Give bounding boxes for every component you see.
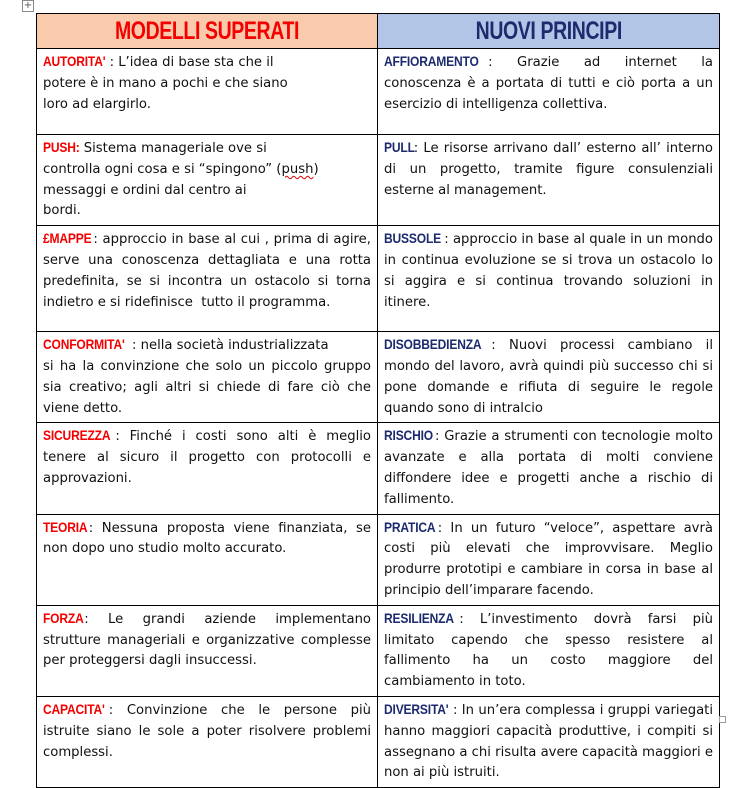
cell-old-forza[interactable]	[37, 605, 378, 696]
desc-affioramento: : Grazie ad internet la conoscenza è a portata di tutti e ciò porta a un esercizio di intelligenza collettiva.	[384, 55, 713, 112]
term-disobbedienza: DISOBBEDIENZA	[384, 336, 482, 353]
desc-pratica: : In un futuro “veloce”, aspettare avrà costi più elevati che improvvisare. Meglio produrre prototipi e cambiare in corsa in base al principio dell’imparare facendo.	[384, 520, 713, 598]
cell-new-pratica[interactable]	[378, 514, 720, 605]
cell-old-capacita[interactable]	[37, 696, 378, 787]
desc-bussole: : approccio in base al quale in un mondo in continua evoluzione se si trova un ostacolo lo si aggira e si continua trovando soluzioni in itinere.	[384, 232, 713, 310]
term-teoria: TEORIA	[43, 518, 88, 535]
table-row	[37, 332, 720, 423]
cell-old-sicurezza[interactable]	[37, 423, 378, 514]
cell-new-disobbedienza[interactable]	[378, 332, 720, 423]
term-sicurezza: SICUREZZA	[43, 427, 111, 444]
desc-push-b: ) messaggi e ordini dal centro ai bordi.	[43, 161, 319, 219]
desc-pull: : Le risorse arrivano dall’ esterno all’ interno di un progetto, tramite figure consulenziali esterne al management.	[384, 141, 713, 198]
desc-sicurezza: : Finché i costi sono alti è meglio tenere al sicuro il progetto con protocolli e approvazioni.	[43, 429, 371, 486]
cell-old-teoria[interactable]	[37, 514, 378, 605]
desc-autorita: : L’idea di base sta che il potere è in mano a pochi e che siano loro ad elargirlo.	[43, 55, 288, 112]
term-resilienza: RESILIENZA	[384, 609, 454, 626]
desc-resilienza: : L’investimento dovrà farsi più limitato capendo che spesso resistere al fallimento ha un costo maggiore del cambiamento in toto.	[384, 611, 713, 690]
table-row	[37, 696, 720, 787]
comparison-table	[36, 13, 720, 788]
header-new-principles: NUOVI PRINCIPI	[475, 17, 622, 45]
cell-new-pull[interactable]	[378, 135, 720, 226]
term-pull: PULL	[384, 139, 415, 155]
term-capacita: CAPACITA'	[43, 700, 105, 717]
term-push: PUSH:	[43, 139, 80, 155]
desc-teoria: : Nessuna proposta viene finanziata, se non dopo uno studio molto accurato.	[43, 520, 371, 557]
cell-new-rischio[interactable]	[378, 423, 720, 514]
table-row	[37, 423, 720, 514]
desc-rischio: : Grazie a strumenti con tecnologie molto avanzate e alla portata di molti conviene diffondere idee e progetti anche a rischio di fallimento.	[384, 429, 713, 507]
header-cell-new-principles	[378, 14, 720, 49]
table-row	[37, 226, 720, 332]
term-bussole: BUSSOLE	[384, 230, 442, 247]
term-affioramento: AFFIORAMENTO	[384, 53, 479, 69]
term-rischio: RISCHIO	[384, 427, 433, 444]
term-mappe: £MAPPE	[43, 230, 92, 247]
table-resize-handle-icon[interactable]	[719, 716, 726, 723]
desc-forza: : Le grandi aziende implementano strutture manageriali e organizzative complesse per proteggersi dagli insuccessi.	[43, 611, 371, 669]
desc-mappe: : approccio in base al cui , prima di agire, serve una conoscenza dettagliata e una rotta predefinita, se si incontra un ostacolo si torna indietro e si ridefinisce tutto il programma.	[43, 232, 376, 310]
desc-diversita: : In un’era complessa i gruppi variegati hanno maggiori capacità produttive, i compiti si assegnano a chi risulta avere capacità maggiori e non ai più istruiti.	[384, 702, 713, 781]
cell-old-conformita[interactable]	[37, 332, 378, 423]
cell-new-bussole[interactable]	[378, 226, 720, 332]
cell-old-mappe[interactable]	[37, 226, 378, 332]
table-row	[37, 49, 720, 135]
term-autorita: AUTORITA'	[43, 53, 106, 69]
desc-capacita: : Convinzione che le persone più istruite siano le sole a poter risolvere problemi complessi.	[43, 702, 371, 760]
spellcheck-flagged-word[interactable]: push	[281, 161, 314, 177]
term-pratica: PRATICA	[384, 518, 436, 535]
cell-new-affioramento[interactable]	[378, 49, 720, 135]
cell-new-diversita[interactable]	[378, 696, 720, 787]
table-row	[37, 514, 720, 605]
desc-push-a: Sistema manageriale ove si controlla ogni cosa e si “spingono” (	[43, 141, 282, 177]
header-old-models: MODELLI SUPERATI	[114, 17, 300, 45]
term-forza: FORZA	[43, 609, 84, 626]
header-row	[37, 14, 720, 49]
table-row	[37, 605, 720, 696]
desc-disobbedienza: : Nuovi processi cambiano il mondo del lavoro, avrà quindi più successo chi si pone domande e rifiuta di seguire le regole quando sono di intralcio	[384, 338, 713, 416]
table-row	[37, 135, 720, 226]
term-conformita: CONFORMITA'	[43, 336, 125, 353]
cell-old-autorita[interactable]	[37, 49, 378, 135]
header-cell-old-models	[37, 14, 378, 49]
cell-old-push[interactable]	[37, 135, 378, 226]
term-diversita: DIVERSITA'	[384, 700, 449, 717]
table-move-handle-icon[interactable]: +	[23, 0, 33, 11]
cell-new-resilienza[interactable]	[378, 605, 720, 696]
desc-conformita: : nella società industrializzata si ha la convinzione che solo un piccolo gruppo sia creativo; agli altri si chiede di fare ciò che viene detto.	[43, 338, 371, 416]
